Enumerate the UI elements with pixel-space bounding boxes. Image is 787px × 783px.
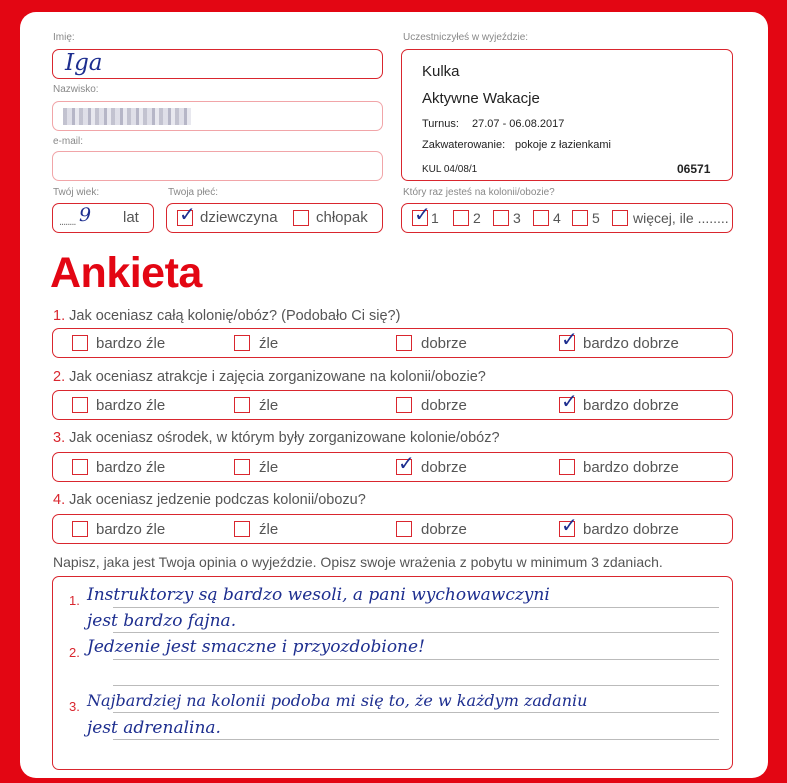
q4-option-very-good: bardzo dobrze: [583, 521, 679, 538]
question-2-answers: [52, 390, 733, 420]
trip-organizer: Kulka: [422, 63, 460, 80]
q2-checkbox-bad[interactable]: [234, 397, 250, 413]
age-label: Twój wiek:: [53, 187, 100, 198]
sex-checkbox-male[interactable]: [293, 210, 309, 226]
q1-option-very-good: bardzo dobrze: [583, 335, 679, 352]
q3-checkbox-very-bad[interactable]: [72, 459, 88, 475]
q3-option-good: dobrze: [421, 459, 467, 476]
q3-checkbox-bad[interactable]: [234, 459, 250, 475]
age-value: 9: [79, 204, 92, 226]
question-3-answers: [52, 452, 733, 482]
email-label: e-mail:: [53, 136, 84, 147]
check-mark-icon: ✓: [179, 202, 196, 226]
question-1: [53, 308, 400, 324]
times-option-4: 4: [553, 210, 561, 226]
question-4-answers: [52, 514, 733, 544]
q2-option-very-bad: bardzo źle: [96, 397, 166, 414]
sex-option-male: chłopak: [316, 209, 368, 226]
q1-option-good: dobrze: [421, 335, 467, 352]
writing-line: [113, 712, 719, 713]
trip-info-box: [401, 49, 733, 181]
question-3: [53, 430, 500, 446]
trip-code: KUL 04/08/1: [422, 164, 478, 175]
times-checkbox-1[interactable]: [412, 202, 431, 226]
trip-number: 06571: [677, 162, 711, 176]
sex-field: [166, 203, 383, 233]
q1-option-very-bad: bardzo źle: [96, 335, 166, 352]
q4-checkbox-very-bad[interactable]: [72, 521, 88, 537]
times-label: Który raz jesteś na kolonii/obozie?: [403, 187, 555, 198]
age-unit: lat: [123, 209, 139, 226]
surname-label: Nazwisko:: [53, 84, 99, 95]
q4-checkbox-very-good[interactable]: [559, 513, 578, 537]
email-field[interactable]: [52, 151, 383, 181]
writing-line: [113, 632, 719, 633]
answer-3-number: 3.: [69, 699, 80, 714]
writing-line: [113, 685, 719, 686]
q1-option-bad: źle: [259, 335, 279, 352]
q2-option-good: dobrze: [421, 397, 467, 414]
opinion-prompt: Napisz, jaka jest Twoja opinia o wyjeździe. Opisz swoje wrażenia z pobytu w minimum 3 zdaniach.: [53, 554, 663, 570]
check-mark-icon: ✓: [561, 327, 578, 351]
sex-label: Twoja płeć:: [168, 187, 219, 198]
answer-3-line-1: Najbardziej na kolonii podoba mi się to, że w każdym zadaniu: [87, 691, 588, 710]
accommodation-value: pokoje z łazienkami: [515, 139, 611, 151]
check-mark-icon: ✓: [398, 451, 415, 475]
writing-line: [113, 739, 719, 740]
surname-field[interactable]: [52, 101, 383, 131]
answer-3-line-2: jest adrenalina.: [87, 718, 221, 738]
sex-option-female: dziewczyna: [200, 209, 278, 226]
q3-option-very-bad: bardzo źle: [96, 459, 166, 476]
times-option-more: więcej, ile ........: [633, 210, 729, 226]
answer-2-number: 2.: [69, 645, 80, 660]
q2-checkbox-good[interactable]: [396, 397, 412, 413]
age-field[interactable]: [52, 203, 154, 233]
opinion-box[interactable]: [52, 576, 733, 770]
blurred-surname: [63, 108, 191, 125]
times-checkbox-4[interactable]: [533, 210, 549, 226]
times-option-2: 2: [473, 210, 481, 226]
age-dots: ........: [59, 216, 76, 228]
survey-sheet: [20, 12, 768, 778]
writing-line: [113, 607, 719, 608]
q1-checkbox-very-bad[interactable]: [72, 335, 88, 351]
q2-checkbox-very-bad[interactable]: [72, 397, 88, 413]
question-3-text: Jak oceniasz ośrodek, w którym były zorganizowane kolonie/obóz?: [69, 430, 500, 446]
times-checkbox-2[interactable]: [453, 210, 469, 226]
answer-1-line-2: jest bardzo fajna.: [87, 611, 237, 631]
times-checkbox-more[interactable]: [612, 210, 628, 226]
accommodation-label: Zakwaterowanie:: [422, 139, 506, 151]
q2-option-very-good: bardzo dobrze: [583, 397, 679, 414]
turnus-value: 27.07 - 06.08.2017: [472, 118, 565, 130]
q4-checkbox-bad[interactable]: [234, 521, 250, 537]
answer-1-line-1: Instruktorzy są bardzo wesoli, a pani wychowawczyni: [87, 585, 550, 605]
name-value: Iga: [65, 50, 103, 76]
q4-option-good: dobrze: [421, 521, 467, 538]
q4-option-bad: źle: [259, 521, 279, 538]
q3-checkbox-very-good[interactable]: [559, 459, 575, 475]
answer-1-number: 1.: [69, 593, 80, 608]
q1-checkbox-very-good[interactable]: [559, 327, 578, 351]
question-2-number: 2.: [53, 369, 66, 385]
question-1-number: 1.: [53, 308, 66, 324]
name-field[interactable]: [52, 49, 383, 79]
times-option-3: 3: [513, 210, 521, 226]
turnus-label: Turnus:: [422, 118, 459, 130]
answer-2-line-1: Jedzenie jest smaczne i przyozdobione!: [87, 637, 425, 657]
q2-checkbox-very-good[interactable]: [559, 389, 578, 413]
trip-label: Uczestniczyłeś w wyjeździe:: [403, 32, 529, 43]
trip-program: Aktywne Wakacje: [422, 90, 540, 107]
question-1-text: Jak oceniasz całą kolonię/obóz? (Podobało Ci się?): [69, 308, 401, 324]
question-1-answers: [52, 328, 733, 358]
times-option-5: 5: [592, 210, 600, 226]
times-checkbox-5[interactable]: [572, 210, 588, 226]
q3-checkbox-good[interactable]: [396, 451, 415, 475]
survey-title: Ankieta: [50, 249, 202, 297]
question-2-text: Jak oceniasz atrakcje i zajęcia zorganizowane na kolonii/obozie?: [69, 369, 486, 385]
times-field: [401, 203, 733, 233]
q1-checkbox-good[interactable]: [396, 335, 412, 351]
times-checkbox-3[interactable]: [493, 210, 509, 226]
sex-checkbox-female[interactable]: [177, 202, 196, 226]
writing-line: [113, 659, 719, 660]
check-mark-icon: ✓: [561, 389, 578, 413]
question-4-text: Jak oceniasz jedzenie podczas kolonii/obozu?: [69, 492, 366, 508]
q4-option-very-bad: bardzo źle: [96, 521, 166, 538]
question-4: [53, 492, 366, 508]
question-2: [53, 369, 486, 385]
q3-option-very-good: bardzo dobrze: [583, 459, 679, 476]
check-mark-icon: ✓: [561, 513, 578, 537]
question-4-number: 4.: [53, 492, 66, 508]
q4-checkbox-good[interactable]: [396, 521, 412, 537]
question-3-number: 3.: [53, 430, 66, 446]
q3-option-bad: źle: [259, 459, 279, 476]
q2-option-bad: źle: [259, 397, 279, 414]
times-option-1: 1: [431, 210, 439, 226]
check-mark-icon: ✓: [414, 202, 431, 226]
name-label: Imię:: [53, 32, 75, 43]
q1-checkbox-bad[interactable]: [234, 335, 250, 351]
